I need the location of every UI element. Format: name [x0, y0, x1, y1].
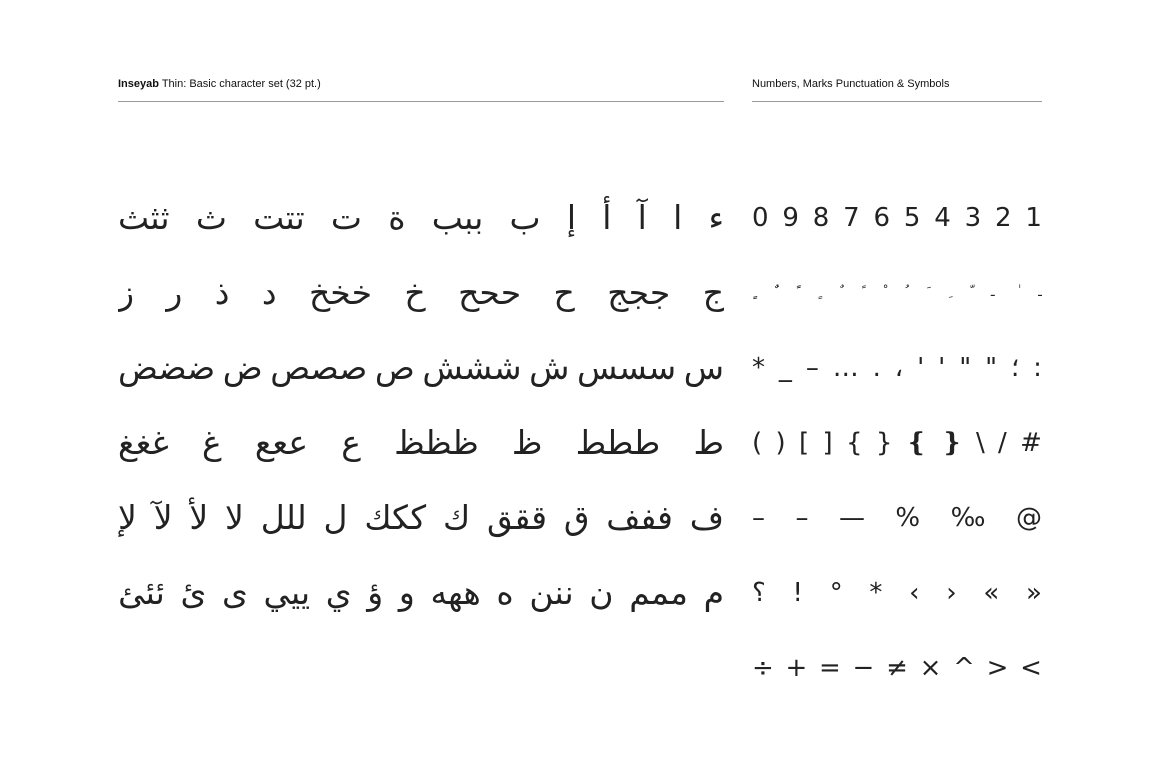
arabic-glyph: د: [261, 273, 277, 312]
arabic-row: [118, 555, 724, 630]
symbol-row: [752, 630, 1042, 705]
symbol-glyph: »: [1026, 577, 1042, 608]
symbol-glyph: [: [798, 427, 810, 458]
symbol-glyph: ": [985, 352, 998, 383]
symbol-glyph: ❵: [940, 427, 963, 458]
symbol-glyph: %: [895, 502, 921, 533]
arabic-glyph: ت: [330, 198, 362, 237]
arabic-glyph: خخخ: [308, 273, 372, 312]
arabic-glyph: ش: [529, 348, 570, 387]
arabic-glyph: ححح: [458, 273, 522, 312]
divider-left: [118, 101, 724, 102]
divider-right: [752, 101, 1042, 102]
arabic-glyph: سسس: [576, 348, 677, 387]
symbol-glyph: ÷: [752, 652, 774, 683]
arabic-glyph: ء: [708, 198, 724, 237]
numeral-glyph: 5: [903, 202, 921, 233]
symbol-glyph: \: [975, 427, 985, 458]
diacritics-row: [752, 255, 1042, 330]
arabic-glyph: ظ: [511, 423, 543, 462]
arabic-glyph: ييي: [263, 573, 311, 612]
arabic-glyph: ششش: [422, 348, 522, 387]
arabic-glyph: أ: [602, 198, 612, 237]
arabic-glyph: ممم: [629, 573, 688, 612]
arabic-glyph: ط: [693, 423, 724, 462]
arabic-glyph: ههه: [430, 573, 481, 612]
arabic-glyph: ققق: [487, 498, 547, 537]
arabic-glyph: ضضض: [118, 348, 216, 387]
symbol-glyph: +: [785, 652, 808, 683]
page-heading-right: Numbers, Marks Punctuation & Symbols: [752, 78, 950, 90]
symbol-glyph: {: [845, 427, 863, 458]
arabic-glyph: ك: [442, 498, 471, 537]
numerals-row: [752, 180, 1042, 255]
symbol-glyph: –: [805, 352, 819, 383]
arabic-glyph: ككك: [364, 498, 427, 537]
symbol-glyph: ": [959, 352, 972, 383]
symbol-glyph: /: [998, 427, 1007, 458]
symbol-glyph: °: [829, 577, 843, 608]
symbol-row: [752, 480, 1042, 555]
arabic-glyph: ب: [509, 198, 541, 237]
arabic-glyph: ج: [702, 273, 724, 312]
symbol-glyph: ]: [822, 427, 833, 458]
symbol-glyph: –: [795, 502, 809, 533]
arabic-row: [118, 480, 724, 555]
arabic-glyph: ططط: [575, 423, 661, 462]
arabic-glyph: ى: [221, 573, 248, 612]
numeral-glyph: 9: [782, 202, 799, 233]
arabic-glyph: ث: [195, 198, 227, 237]
numbers-symbols-set: [752, 180, 1042, 705]
symbol-glyph: *: [869, 577, 883, 608]
symbol-glyph: ): [775, 427, 786, 458]
arabic-glyph: ن: [589, 573, 614, 612]
arabic-character-set: [118, 180, 724, 630]
arabic-glyph: ججج: [607, 273, 671, 312]
arabic-glyph: ؤ: [367, 573, 384, 612]
arabic-glyph: ح: [553, 273, 575, 312]
symbol-glyph: (: [752, 427, 763, 458]
arabic-glyph: للل: [260, 498, 307, 537]
arabic-glyph: تتت: [253, 198, 305, 237]
arabic-row: [118, 405, 724, 480]
arabic-glyph: ثثث: [118, 198, 170, 237]
arabic-glyph: ص: [374, 348, 415, 387]
arabic-glyph: م: [703, 573, 724, 612]
symbol-glyph: ؛: [1010, 352, 1020, 383]
arabic-glyph: ئ: [180, 573, 207, 612]
font-name: Inseyab: [118, 78, 159, 90]
arabic-glyph: لا: [225, 498, 244, 537]
symbol-glyph: _: [778, 352, 792, 383]
symbol-glyph: ‹: [909, 577, 920, 608]
symbol-glyph: —: [838, 502, 865, 533]
numeral-glyph: 3: [964, 202, 982, 233]
arabic-glyph: ل: [323, 498, 348, 537]
symbol-glyph: ≠: [886, 652, 908, 683]
arabic-glyph: ننن: [529, 573, 574, 612]
arabic-glyph: س: [683, 348, 724, 387]
numeral-glyph: 4: [934, 202, 951, 233]
numeral-glyph: 1: [1025, 202, 1042, 233]
arabic-glyph: آ: [637, 198, 647, 237]
symbol-glyph: ،: [894, 352, 904, 383]
symbol-glyph: @: [1015, 502, 1042, 533]
symbol-glyph: :: [1033, 352, 1042, 383]
numeral-glyph: 2: [995, 202, 1012, 233]
arabic-glyph: ة: [388, 198, 406, 237]
symbol-glyph: −: [852, 652, 875, 683]
symbol-glyph: ': [917, 352, 925, 383]
symbol-glyph: ×: [919, 652, 942, 683]
arabic-glyph: غ: [201, 423, 222, 462]
arabic-glyph: ز: [118, 273, 135, 312]
symbol-glyph: ❴: [905, 427, 928, 458]
arabic-glyph: ععع: [254, 423, 309, 462]
arabic-glyph: غغغ: [118, 423, 169, 462]
arabic-row: [118, 180, 724, 255]
page-heading-left: [118, 78, 321, 90]
arabic-glyph: لأ: [189, 498, 209, 537]
numeral-glyph: 0: [752, 202, 769, 233]
arabic-glyph: ئئئ: [118, 573, 165, 612]
arabic-glyph: ي: [325, 573, 352, 612]
arabic-row: [118, 330, 724, 405]
symbol-glyph: ›: [946, 577, 957, 608]
symbol-glyph: .: [872, 352, 881, 383]
symbol-glyph: ': [938, 352, 946, 383]
arabic-glyph: ببب: [431, 198, 484, 237]
arabic-glyph: لآ: [153, 498, 173, 537]
arabic-glyph: ض: [222, 348, 263, 387]
symbol-row: [752, 555, 1042, 630]
numeral-glyph: 6: [873, 202, 891, 233]
numeral-glyph: 8: [812, 202, 830, 233]
symbol-glyph: !: [792, 577, 803, 608]
symbol-glyph: ^: [953, 652, 975, 683]
arabic-glyph: ظظظ: [394, 423, 479, 462]
symbol-row: [752, 330, 1042, 405]
arabic-glyph: صصص: [270, 348, 368, 387]
symbol-glyph: «: [983, 577, 1000, 608]
arabic-glyph: خ: [404, 273, 426, 312]
arabic-glyph: ه: [496, 573, 514, 612]
symbol-glyph: ـ: [990, 285, 995, 300]
symbol-glyph: =: [819, 652, 841, 683]
font-description: Thin: Basic character set (32 pt.): [158, 78, 321, 90]
arabic-glyph: ذ: [214, 273, 230, 312]
symbol-glyph: >: [986, 652, 1009, 683]
symbol-glyph: }: [875, 427, 893, 458]
arabic-glyph: ق: [563, 498, 590, 537]
symbol-glyph: ؟: [752, 577, 766, 608]
symbol-glyph: ـ: [1038, 285, 1042, 300]
arabic-glyph: ر: [166, 273, 183, 312]
symbol-glyph: …: [832, 352, 859, 383]
symbol-glyph: <: [1020, 652, 1042, 683]
arabic-glyph: ع: [341, 423, 361, 462]
arabic-glyph: ف: [689, 498, 724, 537]
arabic-row: [118, 255, 724, 330]
numeral-glyph: 7: [843, 202, 860, 233]
arabic-glyph: و: [398, 573, 415, 612]
symbol-glyph: –: [752, 502, 765, 533]
symbol-glyph: ‰: [950, 502, 986, 533]
symbol-row: [752, 405, 1042, 480]
arabic-glyph: ا: [673, 198, 683, 237]
arabic-glyph: ففف: [606, 498, 673, 537]
symbol-glyph: *: [752, 352, 765, 383]
symbol-glyph: #: [1020, 427, 1042, 458]
arabic-glyph: إ: [566, 198, 577, 237]
arabic-glyph: لإ: [118, 498, 137, 537]
